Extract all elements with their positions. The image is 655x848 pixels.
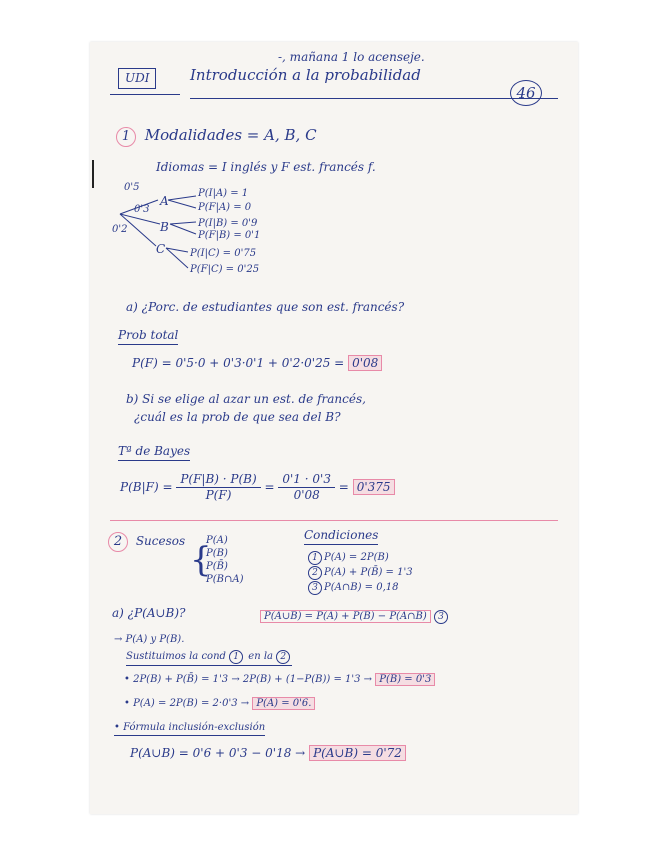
bayes-lhs: P(B|F) = xyxy=(120,480,173,494)
ex2-question-a: a) ¿P(A∪B)? xyxy=(112,606,186,620)
suceso-item: P(A) xyxy=(206,535,228,546)
condition-text: P(A∩B) = 0,18 xyxy=(324,582,399,593)
ex1-question-b-line1: b) Si se elige al azar un est. de francés, xyxy=(126,392,366,406)
ex1-bayes-line xyxy=(120,472,395,503)
tree-pA: 0'5 xyxy=(124,182,140,193)
bayes-fraction-1 xyxy=(176,472,260,503)
ex2-step5: • Fórmula inclusión-exclusión xyxy=(114,722,265,736)
condition-number: 1 xyxy=(308,551,322,565)
condition-number: 2 xyxy=(308,566,322,580)
condition-text: P(A) + P(B̄) = 1'3 xyxy=(324,567,413,578)
condition-1 xyxy=(308,550,413,565)
bayes-den: P(F) xyxy=(205,488,232,502)
ex2-step1: → P(A) y P(B). xyxy=(114,634,185,645)
section-divider xyxy=(110,520,558,521)
step4-result: P(A) = 0'6. xyxy=(252,697,315,710)
ex2-step4 xyxy=(124,698,315,710)
step6-result: P(A∪B) = 0'72 xyxy=(309,745,406,761)
ex2-step6 xyxy=(130,746,406,761)
ex1-header xyxy=(116,126,317,147)
ex2-number: 2 xyxy=(108,532,128,552)
step3-result: P(B) = 0'3 xyxy=(375,673,435,686)
condition-number: 3 xyxy=(308,581,322,595)
ex2-header xyxy=(108,532,185,552)
ex1-line2: Idiomas = I inglés y F est. francés f. xyxy=(156,160,376,174)
ex2-label: Sucesos xyxy=(135,534,186,548)
ex1-question-a: a) ¿Porc. de estudiantes que son est. francés? xyxy=(126,300,405,314)
tree-C1: P(I|C) = 0'75 xyxy=(190,248,257,259)
ex1-formula-a xyxy=(132,356,382,371)
ex1-question-b-line2: ¿cuál es la prob de que sea del B? xyxy=(134,410,341,424)
step2-text-a: Sustituimos la cond xyxy=(126,651,226,662)
tree-B2: P(F|B) = 0'1 xyxy=(198,230,261,241)
condition-3 xyxy=(308,580,413,595)
bayes-den2: 0'08 xyxy=(293,488,320,502)
tree-A: A xyxy=(160,194,169,208)
tree-A2: P(F|A) = 0 xyxy=(198,202,252,213)
page-number: 46 xyxy=(510,80,542,106)
ex2-step2 xyxy=(126,650,292,666)
suceso-item: P(B∩A) xyxy=(206,574,244,585)
tree-pB: 0'3 xyxy=(134,204,150,215)
brace: { xyxy=(190,540,212,580)
sucesos-list xyxy=(206,534,243,586)
ex2-step3 xyxy=(124,674,435,686)
top-note: -, mañana 1 lo acenseje. xyxy=(278,50,425,64)
header-rule-left xyxy=(110,94,180,95)
tree-B1: P(I|B) = 0'9 xyxy=(198,218,258,229)
bayes-eq2: = xyxy=(338,480,349,494)
step2-ref2: 2 xyxy=(276,650,290,664)
tree-branches xyxy=(118,192,208,282)
tree-C: C xyxy=(156,242,166,256)
bayes-eq: = xyxy=(264,480,275,494)
step4-text: • P(A) = 2P(B) = 2·0'3 → xyxy=(124,698,250,709)
condition-text: P(A) = 2P(B) xyxy=(324,552,389,563)
bayes-fraction-2 xyxy=(278,472,335,503)
ex1-result-b: 0'375 xyxy=(353,479,395,495)
conditions-title: Condiciones xyxy=(304,528,378,545)
step2-text-b: en la xyxy=(248,651,273,662)
suceso-item: P(B) xyxy=(206,548,228,559)
page-title: Introducción a la probabilidad xyxy=(190,66,421,84)
notebook-page xyxy=(90,42,578,814)
bayes-num2: 0'1 · 0'3 xyxy=(278,472,335,488)
suceso-item: P(B̄) xyxy=(206,561,228,572)
conditions-list xyxy=(308,550,413,595)
margin-mark xyxy=(92,160,94,188)
ex1-number: 1 xyxy=(116,127,136,147)
ex2-formula-a xyxy=(260,610,450,624)
tree-A1: P(I|A) = 1 xyxy=(198,188,249,199)
ex1-formula-a-text: P(F) = 0'5·0 + 0'3·0'1 + 0'2·0'25 = xyxy=(132,356,345,370)
ex1-line1: Modalidades = A, B, C xyxy=(144,126,317,144)
inclusion-exclusion-formula: P(A∪B) = P(A) + P(B) − P(A∩B) xyxy=(260,610,431,623)
condition-2 xyxy=(308,565,413,580)
ex1-result-a: 0'08 xyxy=(348,355,382,371)
step6-text: P(A∪B) = 0'6 + 0'3 − 0'18 → xyxy=(130,746,306,760)
formula-ref-number: 3 xyxy=(434,610,448,624)
ex1-method-a: Prob total xyxy=(118,328,178,345)
tree-C2: P(F|C) = 0'25 xyxy=(190,264,260,275)
unit-label: UDI xyxy=(118,68,156,89)
ex1-method-b: Tª de Bayes xyxy=(118,444,190,461)
tree-pC: 0'2 xyxy=(112,224,128,235)
bayes-num: P(F|B) · P(B) xyxy=(176,472,260,488)
step2-ref1: 1 xyxy=(229,650,243,664)
header-rule-right xyxy=(190,98,558,99)
step3-text: • 2P(B) + P(B̄) = 1'3 → 2P(B) + (1−P(B)) = 1'3 → xyxy=(124,674,373,685)
tree-B: B xyxy=(160,220,169,234)
